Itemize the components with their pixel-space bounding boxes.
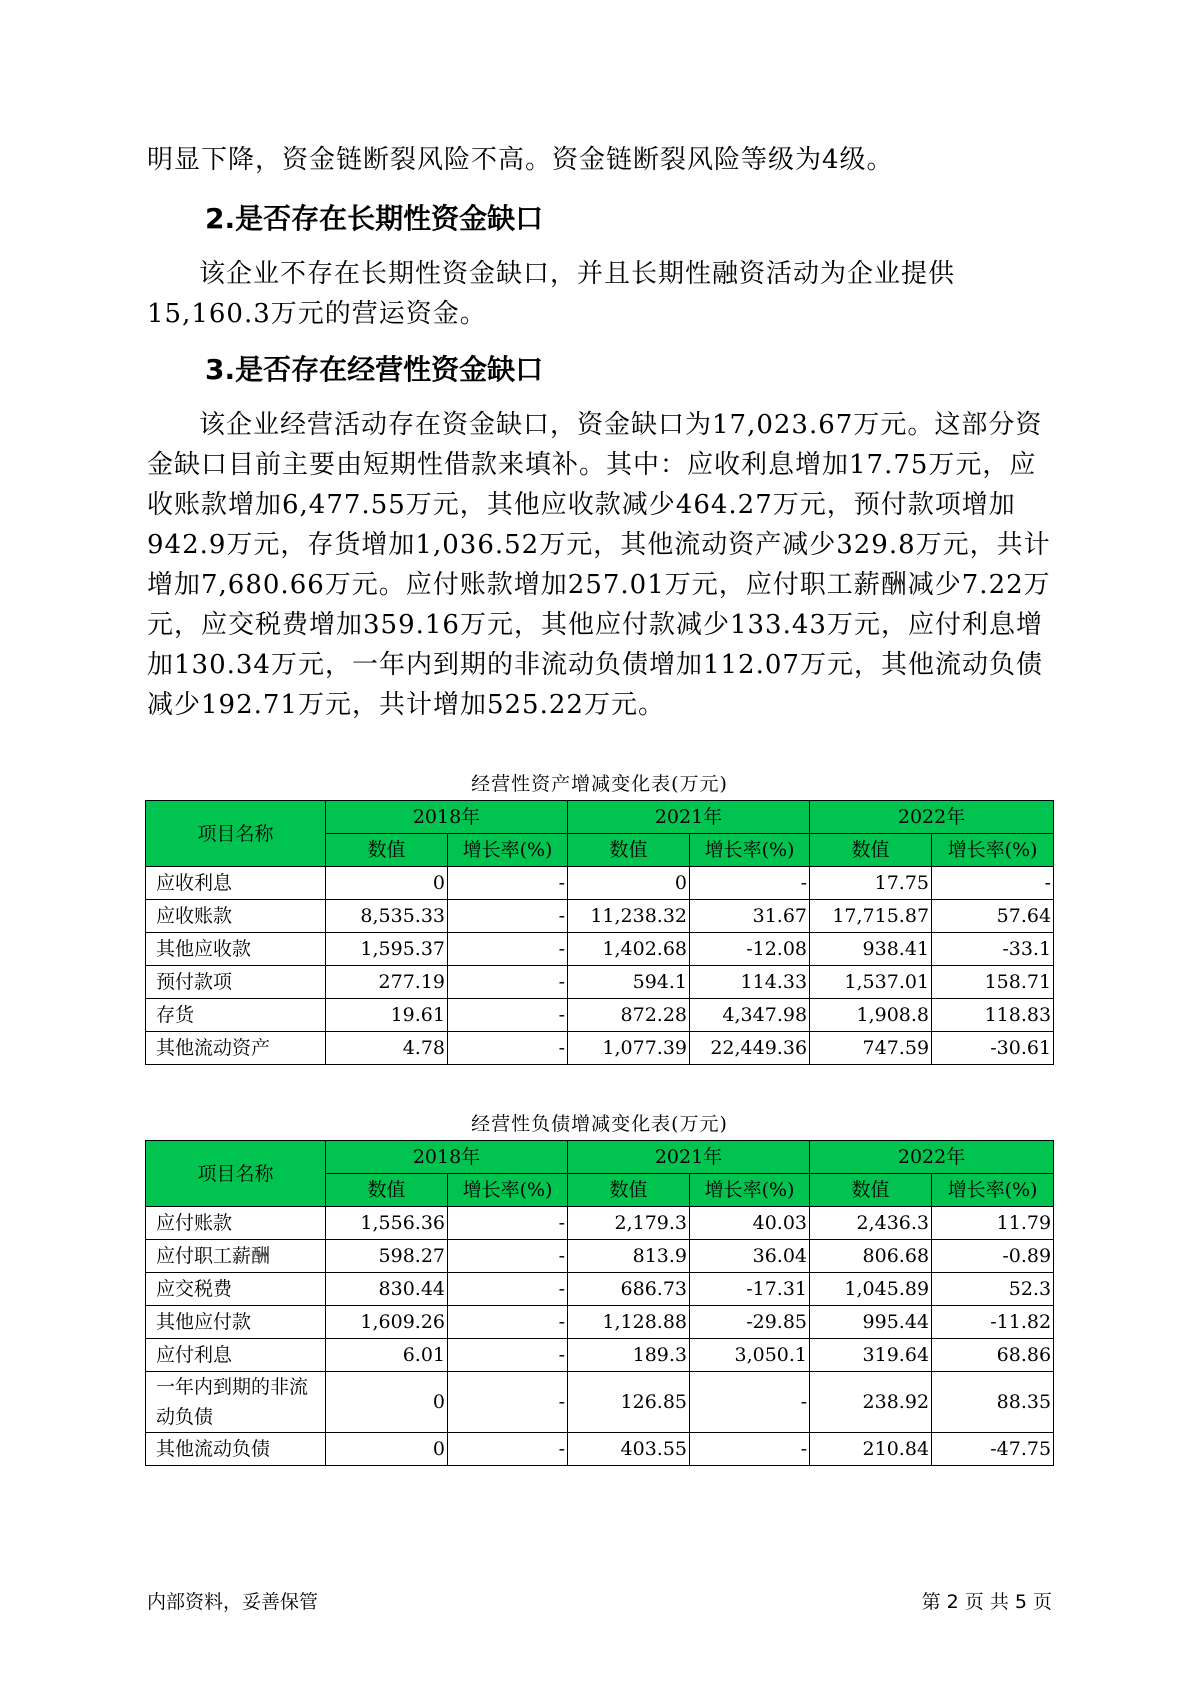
cell-value: 277.19	[326, 966, 448, 999]
cell-growth-rate: -12.08	[690, 933, 810, 966]
cell-growth-rate: -	[690, 867, 810, 900]
header-growth-rate: 增长率(%)	[448, 834, 568, 867]
cell-growth-rate: 118.83	[932, 999, 1054, 1032]
header-value: 数值	[568, 1174, 690, 1207]
table-row	[146, 1032, 1054, 1065]
header-year: 2018年	[326, 1141, 568, 1174]
cell-value: 2,179.3	[568, 1207, 690, 1240]
header-value: 数值	[326, 834, 448, 867]
cell-growth-rate: 36.04	[690, 1240, 810, 1273]
table-row	[146, 1433, 1054, 1466]
heading-long-term-gap: 2.是否存在长期性资金缺口	[205, 202, 544, 235]
cell-growth-rate: -29.85	[690, 1306, 810, 1339]
table-row	[146, 1273, 1054, 1306]
cell-growth-rate: -	[448, 867, 568, 900]
cell-value: 11,238.32	[568, 900, 690, 933]
header-value: 数值	[810, 1174, 932, 1207]
cell-value: 1,402.68	[568, 933, 690, 966]
cell-value: 938.41	[810, 933, 932, 966]
row-item-name: 应收利息	[146, 867, 326, 900]
table-row	[146, 900, 1054, 933]
cell-value: 813.9	[568, 1240, 690, 1273]
cell-value: 319.64	[810, 1339, 932, 1372]
cell-value: 830.44	[326, 1273, 448, 1306]
cell-growth-rate: -	[690, 1433, 810, 1466]
cell-value: 403.55	[568, 1433, 690, 1466]
cell-value: 0	[326, 1433, 448, 1466]
row-item-name: 其他应付款	[146, 1306, 326, 1339]
paragraph-operating-line: 元，应交税费增加359.16万元，其他应付款减少133.43万元，应付利息增	[147, 610, 1043, 640]
cell-growth-rate: -	[448, 1240, 568, 1273]
table-row	[146, 933, 1054, 966]
asset-table-body	[146, 801, 1054, 1065]
cell-growth-rate: -	[448, 1273, 568, 1306]
cell-growth-rate: 4,347.98	[690, 999, 810, 1032]
liability-table-caption: 经营性负债增减变化表(万元)	[471, 1113, 728, 1135]
header-growth-rate: 增长率(%)	[932, 834, 1054, 867]
cell-value: 1,595.37	[326, 933, 448, 966]
row-item-name: 应付职工薪酬	[146, 1240, 326, 1273]
row-item-name: 一年内到期的非流动负债	[146, 1372, 326, 1433]
cell-value: 0	[326, 867, 448, 900]
asset-table	[145, 800, 1054, 1065]
cell-value: 747.59	[810, 1032, 932, 1065]
table-row	[146, 1306, 1054, 1339]
paragraph-operating-line: 金缺口目前主要由短期性借款来填补。其中：应收利息增加17.75万元，应	[147, 450, 1037, 480]
row-item-name: 其他应收款	[146, 933, 326, 966]
row-item-name: 其他流动负债	[146, 1433, 326, 1466]
cell-value: 2,436.3	[810, 1207, 932, 1240]
header-value: 数值	[568, 834, 690, 867]
cell-value: 1,609.26	[326, 1306, 448, 1339]
asset-table-caption: 经营性资产增减变化表(万元)	[471, 773, 728, 795]
header-year: 2022年	[810, 1141, 1054, 1174]
header-growth-rate: 增长率(%)	[690, 834, 810, 867]
header-value: 数值	[810, 834, 932, 867]
paragraph-operating-line: 减少192.71万元，共计增加525.22万元。	[147, 690, 665, 720]
cell-growth-rate: -	[448, 933, 568, 966]
paragraph-operating-line: 加130.34万元，一年内到期的非流动负债增加112.07万元，其他流动负债	[147, 650, 1043, 680]
cell-growth-rate: 68.86	[932, 1339, 1054, 1372]
cell-growth-rate: -	[448, 1433, 568, 1466]
cell-value: 1,128.88	[568, 1306, 690, 1339]
row-item-name: 应收账款	[146, 900, 326, 933]
header-year: 2022年	[810, 801, 1054, 834]
cell-value: 126.85	[568, 1372, 690, 1433]
paragraph-operating-line: 增加7,680.66万元。应付账款增加257.01万元，应付职工薪酬减少7.22万	[147, 570, 1051, 600]
table-row	[146, 1240, 1054, 1273]
cell-value: 594.1	[568, 966, 690, 999]
paragraph-operating-line: 收账款增加6,477.55万元，其他应收款减少464.27万元，预付款项增加	[147, 490, 1016, 520]
cell-growth-rate: -	[690, 1372, 810, 1433]
cell-value: 238.92	[810, 1372, 932, 1433]
cell-value: 17,715.87	[810, 900, 932, 933]
cell-value: 19.61	[326, 999, 448, 1032]
footer-confidential: 内部资料，妥善保管	[147, 1591, 319, 1613]
cell-value: 0	[568, 867, 690, 900]
liability-table-body	[146, 1141, 1054, 1466]
cell-growth-rate: -11.82	[932, 1306, 1054, 1339]
table-row	[146, 867, 1054, 900]
cell-value: 8,535.33	[326, 900, 448, 933]
cell-value: 872.28	[568, 999, 690, 1032]
paragraph-long-term-line2: 15,160.3万元的营运资金。	[147, 299, 487, 329]
cell-growth-rate: -	[448, 1306, 568, 1339]
cell-growth-rate: -	[448, 900, 568, 933]
cell-value: 6.01	[326, 1339, 448, 1372]
cell-growth-rate: 88.35	[932, 1372, 1054, 1433]
header-growth-rate: 增长率(%)	[932, 1174, 1054, 1207]
table-header-row	[146, 1141, 1054, 1174]
header-value: 数值	[326, 1174, 448, 1207]
cell-value: 806.68	[810, 1240, 932, 1273]
row-item-name: 应付账款	[146, 1207, 326, 1240]
header-year: 2018年	[326, 801, 568, 834]
cell-growth-rate: -	[448, 1032, 568, 1065]
cell-growth-rate: 31.67	[690, 900, 810, 933]
cell-growth-rate: 57.64	[932, 900, 1054, 933]
header-year: 2021年	[568, 801, 810, 834]
cell-value: 995.44	[810, 1306, 932, 1339]
cell-growth-rate: 40.03	[690, 1207, 810, 1240]
table-row	[146, 1372, 1054, 1433]
cell-growth-rate: -	[448, 999, 568, 1032]
cell-value: 686.73	[568, 1273, 690, 1306]
header-growth-rate: 增长率(%)	[690, 1174, 810, 1207]
cell-growth-rate: 3,050.1	[690, 1339, 810, 1372]
cell-value: 210.84	[810, 1433, 932, 1466]
table-row	[146, 1339, 1054, 1372]
paragraph-long-term-line1: 该企业不存在长期性资金缺口，并且长期性融资活动为企业提供	[199, 259, 956, 289]
cell-growth-rate: -	[932, 867, 1054, 900]
header-growth-rate: 增长率(%)	[448, 1174, 568, 1207]
cell-value: 598.27	[326, 1240, 448, 1273]
cell-growth-rate: 52.3	[932, 1273, 1054, 1306]
cell-growth-rate: -	[448, 966, 568, 999]
heading-operating-gap: 3.是否存在经营性资金缺口	[205, 353, 544, 386]
paragraph-operating-line: 942.9万元，存货增加1,036.52万元，其他流动资产减少329.8万元，共计	[147, 530, 1051, 560]
table-row	[146, 999, 1054, 1032]
row-item-name: 预付款项	[146, 966, 326, 999]
cell-value: 4.78	[326, 1032, 448, 1065]
paragraph-operating-line: 该企业经营活动存在资金缺口，资金缺口为17,023.67万元。这部分资	[199, 410, 1043, 440]
cell-growth-rate: -47.75	[932, 1433, 1054, 1466]
header-year: 2021年	[568, 1141, 810, 1174]
liability-table	[145, 1140, 1054, 1466]
cell-growth-rate: 22,449.36	[690, 1032, 810, 1065]
row-item-name: 应交税费	[146, 1273, 326, 1306]
cell-growth-rate: 11.79	[932, 1207, 1054, 1240]
table-row	[146, 966, 1054, 999]
cell-value: 1,077.39	[568, 1032, 690, 1065]
cell-value: 17.75	[810, 867, 932, 900]
cell-growth-rate: -30.61	[932, 1032, 1054, 1065]
cell-growth-rate: -0.89	[932, 1240, 1054, 1273]
cell-growth-rate: -17.31	[690, 1273, 810, 1306]
cell-growth-rate: 158.71	[932, 966, 1054, 999]
cell-value: 1,556.36	[326, 1207, 448, 1240]
cell-growth-rate: -	[448, 1339, 568, 1372]
paragraph-risk-level: 明显下降，资金链断裂风险不高。资金链断裂风险等级为4级。	[147, 145, 894, 175]
row-item-name: 存货	[146, 999, 326, 1032]
cell-value: 189.3	[568, 1339, 690, 1372]
table-header-row	[146, 801, 1054, 834]
table-row	[146, 1207, 1054, 1240]
cell-value: 1,537.01	[810, 966, 932, 999]
cell-value: 1,045.89	[810, 1273, 932, 1306]
cell-growth-rate: -	[448, 1207, 568, 1240]
cell-value: 0	[326, 1372, 448, 1433]
header-item-name: 项目名称	[146, 801, 326, 867]
header-item-name: 项目名称	[146, 1141, 326, 1207]
cell-growth-rate: 114.33	[690, 966, 810, 999]
footer-page-number: 第 2 页 共 5 页	[921, 1591, 1052, 1613]
cell-growth-rate: -	[448, 1372, 568, 1433]
row-item-name: 其他流动资产	[146, 1032, 326, 1065]
cell-value: 1,908.8	[810, 999, 932, 1032]
cell-growth-rate: -33.1	[932, 933, 1054, 966]
row-item-name: 应付利息	[146, 1339, 326, 1372]
